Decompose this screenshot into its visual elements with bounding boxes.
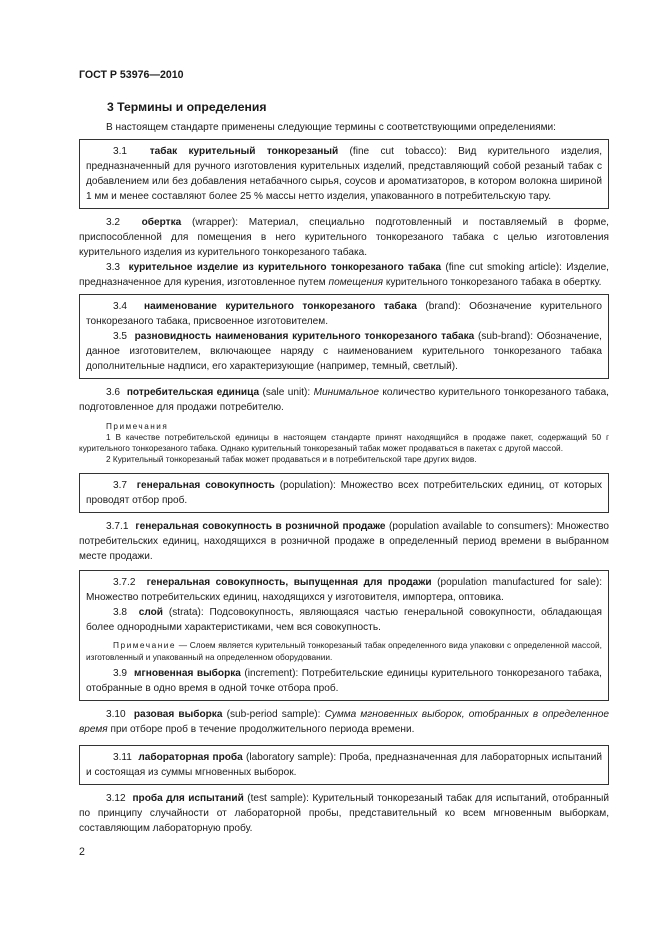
term-box-3-7-2-3-9 [79,570,609,701]
term-3-7 [86,478,602,508]
term-name: слой [138,607,164,618]
term-definition: (fine cut smoking article): Изделие, предназначенное для курения, изготовленное путем [79,262,609,288]
term-3-1 [86,144,602,204]
term-number: 3.11 [113,752,132,763]
term-3-6 [79,385,609,415]
term-definition: (population manufactured for sale): Множество потребительских единиц, находящихся у изготовителя, импортера, оптовика. [86,577,602,603]
term-3-5 [86,329,602,374]
term-definition: (sub-brand): Обозначение, данное изготовителем, включающее наряду с наименованием курительного тонкорезаного табака дополнительные надписи, его характеризующие (например, темный, светлый). [86,331,602,372]
term-3-2 [79,215,609,260]
term-3-7-1 [79,519,609,564]
term-italic: Минимальное [313,387,379,398]
term-number: 3.3 [106,262,121,273]
term-number: 3.12 [106,793,126,804]
term-definition: (test sample): Курительный тонкорезаный табак для испытаний, отобранный по принципу случайности от лабораторной пробы, представительный ко всем мгновенным выборкам, составляющим лабораторную пробу. [79,793,609,834]
term-3-7-2 [86,575,602,605]
note-1: 1 В качестве потребительской единицы в настоящем стандарте принят находящийся в продаже пакет, содержащий 50 г курительного тонкорезаного табака. Однако курительный тонкорезаный табак может продаваться в пакетах с другой массой. [79,432,609,453]
term-definition: (population): Множество всех потребительских единиц, от которых проводят отбор проб. [86,480,603,506]
term-number: 3.2 [106,217,121,228]
term-box-3-7 [79,473,609,513]
term-definition: (sub-period sample): [222,709,325,720]
term-3-3 [79,260,609,290]
term-box-3-1 [79,139,609,209]
term-definition: (sale unit): [259,387,314,398]
term-name: обертка [141,217,182,228]
term-definition-end: курительного тонкорезаного табака в обертку. [383,277,602,288]
term-number: 3.7 [113,480,128,491]
note-label: Примечание [113,640,177,650]
term-definition: (wrapper): Материал, специально подготовленный и поставляемый в форме, приспособленной для помещения в него курительного тонкорезаного табака с целью изготовления курительного изделия из курительного тонкорезаного табака. [79,217,609,258]
term-number: 3.7.2 [113,577,136,588]
term-name: табак курительный тонкорезаный [149,146,339,157]
term-3-9 [86,666,602,696]
term-name: разовая выборка [133,709,223,720]
note-3-8 [86,639,602,663]
term-number: 3.1 [113,146,128,157]
term-name: генеральная совокупность в розничной продаже [135,521,386,532]
term-number: 3.5 [113,331,128,342]
term-name: потребительская единица [126,387,260,398]
term-name: лабораторная проба [138,752,243,763]
term-definition: (strata): Подсовокупность, являющаяся частью генеральной совокупности, обладающая более однородными характеристиками, чем вся совокупность. [86,607,602,633]
term-name: курительное изделие из курительного тонкорезаного табака [128,262,442,273]
term-3-12 [79,791,609,836]
section-intro: В настоящем стандарте применены следующие термины с соответствующими определениями: [106,122,556,133]
term-3-10 [79,707,609,737]
term-italic: Сумма мгновенных выборок, отобранных в определенное время [79,709,609,735]
term-3-11 [86,750,602,780]
page-number: 2 [79,846,85,858]
term-name: наименование курительного тонкорезаного табака [144,301,417,312]
term-box-3-11 [79,745,609,785]
term-definition: (brand): Обозначение курительного тонкорезаного табака, присвоенное изготовителем. [86,301,602,327]
term-name: разновидность наименования курительного тонкорезаного табака [134,331,475,342]
term-number: 3.9 [113,668,128,679]
term-name: мгновенная выборка [134,668,241,679]
note-text: — Слоем является курительный тонкорезаный табак определенного вида упаковки с определенной массой, изготовленный и упакованный на определенном оборудовании. [86,640,602,662]
note-2: 2 Курительный тонкорезаный табак может продаваться и в потребительской таре других видов. [106,454,477,464]
term-name: проба для испытаний [132,793,244,804]
section-title: 3 Термины и определения [107,100,267,114]
term-number: 3.4 [113,301,128,312]
term-definition: (laboratory sample): Проба, предназначенная для лабораторных испытаний и состоящая из суммы мгновенных выборок. [86,752,602,778]
term-definition-end: количество курительного тонкорезаного табака, подготовленное для продажи потребителю. [79,387,609,413]
term-3-8 [86,605,602,635]
term-number: 3.6 [106,387,121,398]
standard-code: ГОСТ Р 53976—2010 [79,69,184,81]
term-number: 3.8 [113,607,128,618]
term-italic: помещения [328,277,384,288]
term-name: генеральная совокупность, выпущенная для продажи [146,577,432,588]
notes-heading: Примечания [106,422,169,431]
term-definition: (fine cut tobacco): Вид курительного изделия, предназначенный для ручного изготовления курительных изделий, представляющий собой резаный табак с добавлением или без добавления нетабачного сырья, соусов и ароматизаторов, в котором волокна шириной 1 мм и менее составляют более 25 % массы нетто изделия, упакованного в потребительскую тару. [86,146,603,202]
term-3-4 [86,299,602,329]
term-name: генеральная совокупность [136,480,275,491]
term-box-3-4-3-5 [79,294,609,379]
term-definition-end: при отборе проб в течение продолжительного периода времени. [107,724,415,735]
term-number: 3.10 [106,709,126,720]
term-definition: (increment): Потребительские единицы курительного тонкорезаного табака, отобранные в одно время в одной точке отбора проб. [86,668,602,694]
term-number: 3.7.1 [106,521,129,532]
term-definition: (population available to consumers): Множество потребительских единиц, находящихся в розничной продаже в определенный период времени в выбранном месте продажи. [79,521,610,562]
